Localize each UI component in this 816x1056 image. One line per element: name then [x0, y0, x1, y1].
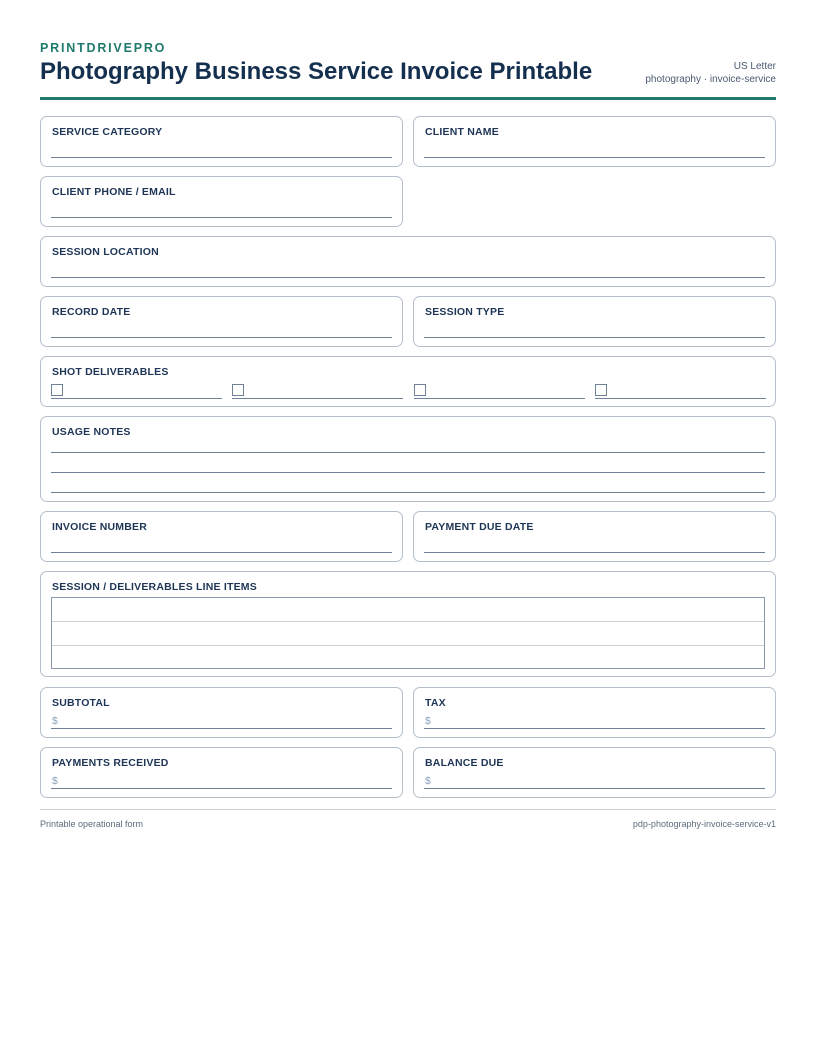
- usage-notes-field: [40, 416, 776, 502]
- line-items-label: SESSION / DELIVERABLES LINE ITEMS: [52, 581, 257, 593]
- shot-deliverables-field: [40, 356, 776, 407]
- client-name-field: [413, 116, 776, 167]
- line-items-table: [51, 597, 765, 669]
- balance-due-input[interactable]: [424, 772, 765, 789]
- subtotal-currency: $: [52, 715, 58, 727]
- session-location-label: SESSION LOCATION: [52, 246, 159, 258]
- invoice-number-label: INVOICE NUMBER: [52, 521, 147, 533]
- client-name-label: CLIENT NAME: [425, 126, 499, 138]
- table-row[interactable]: [52, 622, 764, 646]
- payment-due-date-field: [413, 511, 776, 562]
- session-location-field: [40, 236, 776, 287]
- footer-description: Printable operational form: [40, 819, 144, 829]
- page-footer: [40, 809, 776, 829]
- form-tags: photography · invoice-service: [645, 74, 776, 85]
- table-row[interactable]: [52, 646, 764, 670]
- payment-due-date-input[interactable]: [424, 536, 765, 553]
- line-items-field: [40, 571, 776, 677]
- footer-form-id: pdp-photography-invoice-service-v1: [632, 819, 776, 829]
- subtotal-field: [40, 687, 403, 738]
- usage-notes-line-1[interactable]: [51, 441, 765, 453]
- subtotal-label: SUBTOTAL: [52, 697, 110, 709]
- client-contact-label: CLIENT PHONE / EMAIL: [52, 186, 176, 198]
- deliverable-option-4[interactable]: [595, 383, 766, 399]
- record-date-input[interactable]: [51, 321, 392, 338]
- deliverable-option-3[interactable]: [414, 383, 585, 399]
- session-type-field: [413, 296, 776, 347]
- brand-name: PRINTDRIVEPRO: [40, 41, 167, 55]
- session-location-input[interactable]: [51, 261, 765, 278]
- client-contact-field: [40, 176, 403, 227]
- service-category-label: SERVICE CATEGORY: [52, 126, 163, 138]
- invoice-page: [40, 0, 776, 829]
- balance-due-field: [413, 747, 776, 798]
- usage-notes-line-2[interactable]: [51, 461, 765, 473]
- client-contact-input[interactable]: [51, 201, 392, 218]
- deliverable-option-1[interactable]: [51, 383, 222, 399]
- payments-received-currency: $: [52, 775, 58, 787]
- invoice-number-input[interactable]: [51, 536, 392, 553]
- payment-due-date-label: PAYMENT DUE DATE: [425, 521, 534, 533]
- form-meta: [645, 60, 776, 86]
- subtotal-input[interactable]: [51, 712, 392, 729]
- payments-received-field: [40, 747, 403, 798]
- deliverable-option-2[interactable]: [232, 383, 403, 399]
- tax-label: TAX: [425, 697, 446, 709]
- tax-field: [413, 687, 776, 738]
- checkbox-icon[interactable]: [414, 384, 426, 396]
- payments-received-label: PAYMENTS RECEIVED: [52, 757, 169, 769]
- usage-notes-line-3[interactable]: [51, 481, 765, 493]
- balance-due-currency: $: [425, 775, 431, 787]
- record-date-label: RECORD DATE: [52, 306, 131, 318]
- invoice-number-field: [40, 511, 403, 562]
- record-date-field: [40, 296, 403, 347]
- tax-currency: $: [425, 715, 431, 727]
- client-name-input[interactable]: [424, 141, 765, 158]
- shot-deliverables-label: SHOT DELIVERABLES: [52, 366, 169, 378]
- table-row[interactable]: [52, 598, 764, 622]
- session-type-label: SESSION TYPE: [425, 306, 505, 318]
- tax-input[interactable]: [424, 712, 765, 729]
- checkbox-icon[interactable]: [232, 384, 244, 396]
- service-category-field: [40, 116, 403, 167]
- checkbox-icon[interactable]: [595, 384, 607, 396]
- usage-notes-label: USAGE NOTES: [52, 426, 131, 438]
- balance-due-label: BALANCE DUE: [425, 757, 504, 769]
- paper-size: US Letter: [733, 61, 776, 72]
- checkbox-icon[interactable]: [51, 384, 63, 396]
- service-category-input[interactable]: [51, 141, 392, 158]
- page-header: [40, 0, 776, 100]
- payments-received-input[interactable]: [51, 772, 392, 789]
- page-title: Photography Business Service Invoice Printable: [40, 58, 593, 85]
- session-type-input[interactable]: [424, 321, 765, 338]
